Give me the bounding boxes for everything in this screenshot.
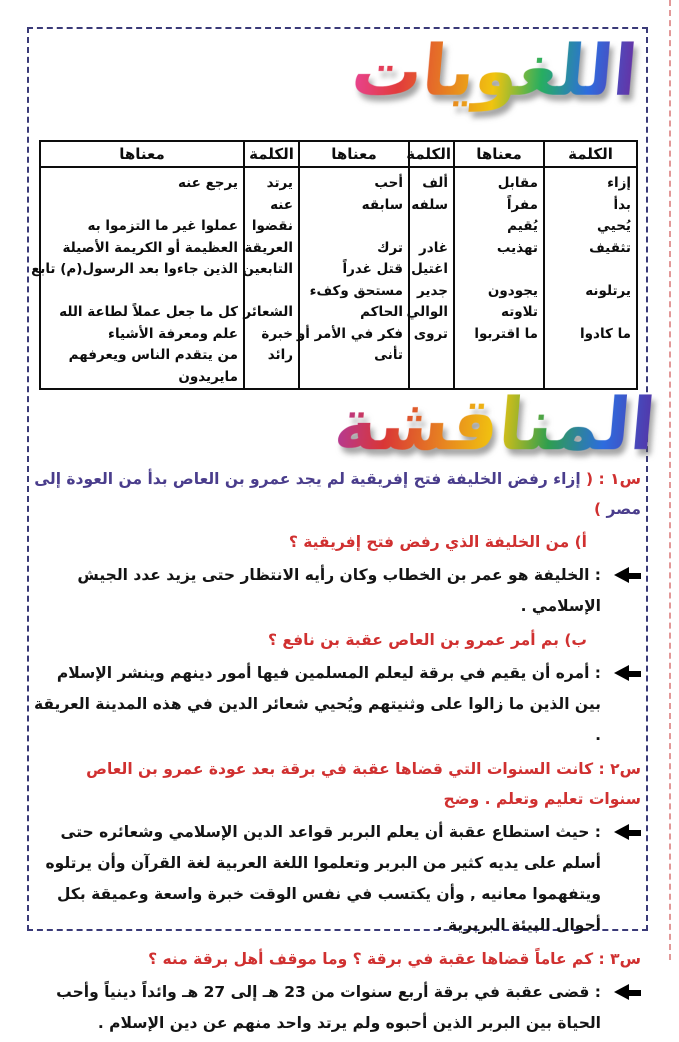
word-cell-line: الوالي <box>406 304 448 320</box>
word-column-header: الكلمة <box>244 141 299 167</box>
qa-question-text: س٣ : كم عاماً قضاها عقبة في برقة ؟ وما موقف أهل برقة منه ؟ <box>148 950 641 968</box>
qa-sub-question: ب) بم أمر عمرو بن العاص عقبة بن نافع ؟ <box>268 631 587 649</box>
qa-answer <box>30 977 641 1039</box>
answer-text: : أمره أن يقيم في برقة ليعلم المسلمين فيها أمور دينهم وينشر الإسلام بين الذين ما زالوا على وثنيتهم ويُحيي شعائر الدين في هذه المدينة العريقة . <box>34 664 601 744</box>
word-cell-line: تروى <box>413 325 448 342</box>
meaning-cell <box>296 167 409 389</box>
word-column-header: الكلمة <box>544 141 637 167</box>
qa-question-text: س١ : ( <box>580 470 641 488</box>
meaning-cell-line <box>43 281 238 303</box>
word-cell-line: الشعائر <box>243 304 293 320</box>
meaning-cell-line <box>457 259 538 281</box>
answer-arrow-icon <box>614 824 641 841</box>
meaning-cell-line: ما اقتربوا <box>474 325 538 342</box>
word-cell <box>244 167 299 389</box>
qa-main-question <box>30 464 641 524</box>
word-cell <box>544 167 637 389</box>
qa-answer <box>30 817 641 941</box>
meaning-cell-line: فكر في الأمر أو <box>296 325 403 342</box>
qa-section <box>30 464 641 1042</box>
word-cell-line: التابعين <box>242 261 293 277</box>
meaning-column-header: معناها <box>299 141 409 167</box>
meaning-cell-line: أحب <box>374 175 403 191</box>
word-cell-line <box>547 259 631 281</box>
meaning-cell-line: علم ومعرفة الأشياء <box>108 325 238 342</box>
word-column-header: الكلمة <box>409 141 454 167</box>
meaning-cell-line: العظيمة أو الكريمة الأصيلة <box>62 239 238 256</box>
word-cell-line: العريقة <box>244 239 293 256</box>
answer-arrow-icon <box>614 984 641 1001</box>
page-edge-line <box>669 0 671 960</box>
meaning-cell-line: مقابل <box>497 175 538 191</box>
word-cell-line: غادر <box>419 239 448 256</box>
word-cell-line: سلفه <box>411 196 448 213</box>
qa-sub-question: أ) من الخليفة الذي رفض فتح إفريقية ؟ <box>288 533 587 551</box>
vocab-table-header <box>40 141 637 167</box>
meaning-cell <box>31 167 244 389</box>
word-cell-line: جدير <box>417 282 448 299</box>
answer-text: : حيث استطاع عقبة أن يعلم البربر قواعد الدين الإسلامي وشعائره حتى أسلم على يديه كثير من البربر وتعلموا اللغة العربية لغة القرآن وأن يرتلوه ويتفهموا معانيه , وأن يكتسب في نفس الوقت خبرة واسعة وعميقة بكل أحوال البيئة البربرية . <box>45 823 601 934</box>
qa-question-text: ) <box>594 500 607 518</box>
word-cell-line <box>547 302 631 324</box>
meaning-cell-line: مستحق وكفء <box>309 282 403 299</box>
meaning-cell-line: عملوا غير ما التزموا به <box>87 218 238 234</box>
meaning-cell-line: تأنى <box>374 347 403 363</box>
word-cell-line: عنه <box>270 196 293 213</box>
meaning-cell-line: كل ما جعل عملاً لطاعة الله <box>59 304 238 320</box>
word-cell-line <box>412 216 448 238</box>
word-cell-line: يرتد <box>266 175 293 191</box>
qa-answer <box>30 658 641 751</box>
vocab-table <box>31 140 638 390</box>
word-cell-line: يُحيي <box>597 218 631 234</box>
meaning-cell-line: تلاوته <box>501 304 538 320</box>
word-cell-line: ما كادوا <box>580 325 631 342</box>
word-cell-line: نقضوا <box>251 218 293 234</box>
meaning-cell-line <box>43 195 238 217</box>
word-cell-line: خبرة <box>261 325 293 342</box>
qa-question-text: س٢ : كانت السنوات التي قضاها عقبة في برقة بعد عودة عمرو بن العاص سنوات تعليم وتعلم . وضح <box>86 760 641 808</box>
vocab-table-body <box>31 167 637 389</box>
word-cell-line: اغتيل <box>411 261 448 277</box>
answer-text: : الخليفة هو عمر بن الخطاب وكان رأيه الانتظار حتى يزيد عدد الجيش الإسلامي . <box>77 566 601 615</box>
meaning-cell-line: يجودون <box>487 282 538 299</box>
table-header-row <box>40 141 637 167</box>
qa-main-question <box>30 944 641 974</box>
word-cell-line: يرتلونه <box>585 282 631 299</box>
meaning-cell-line: يُقيم <box>507 218 538 234</box>
table-body-row <box>40 167 637 389</box>
word-cell-line: ألف <box>422 175 448 191</box>
meaning-cell-line: يرجع عنه <box>177 175 238 191</box>
word-cell-line: إزاء <box>607 175 631 191</box>
word-cell <box>406 167 454 389</box>
word-cell-line <box>247 281 293 303</box>
word-cell-line: تثقيف <box>589 239 631 256</box>
meaning-cell <box>454 167 544 389</box>
meaning-cell-line: ترك <box>377 239 403 256</box>
meaning-cell-line: الحاكم <box>360 304 403 320</box>
answer-arrow-icon <box>614 665 641 682</box>
meaning-cell-line: سابقه <box>361 196 403 213</box>
vocab-section-title: اللغويات <box>348 30 641 112</box>
word-cell-line: رائد <box>267 347 293 363</box>
meaning-column-header: معناها <box>40 141 244 167</box>
meaning-cell-line: تهذيب <box>496 239 538 256</box>
discussion-section-title: المناقشة <box>326 382 663 466</box>
word-cell-line: بدأ <box>613 196 631 213</box>
meaning-column-header: معناها <box>454 141 544 167</box>
answer-arrow-icon <box>614 567 641 584</box>
meaning-cell-line: من يتقدم الناس ويعرفهم <box>68 347 238 363</box>
qa-answer <box>30 560 641 622</box>
qa-main-question <box>30 754 641 814</box>
meaning-cell-line: مفراً <box>506 196 538 213</box>
answer-text: : قضى عقبة في برقة أربع سنوات من 23 هـ إلى 27 هـ وائداً دينياً وأحب الحياة بين البربر الذين أحبوه ولم يرتد واحد منهم عن دين الإسلام . <box>56 983 601 1032</box>
meaning-cell-line: قتل غدراً <box>342 261 403 277</box>
meaning-cell-line: الذين جاءوا بعد الرسول(م) تابع <box>31 261 238 277</box>
meaning-cell-line: مايريدون <box>178 368 238 385</box>
qa-question-text: إزاء رفض الخليفة فتح إفريقية لم يجد عمرو بن العاص بدأ من العودة إلى مصر <box>34 470 641 518</box>
meaning-cell-line <box>302 216 403 238</box>
